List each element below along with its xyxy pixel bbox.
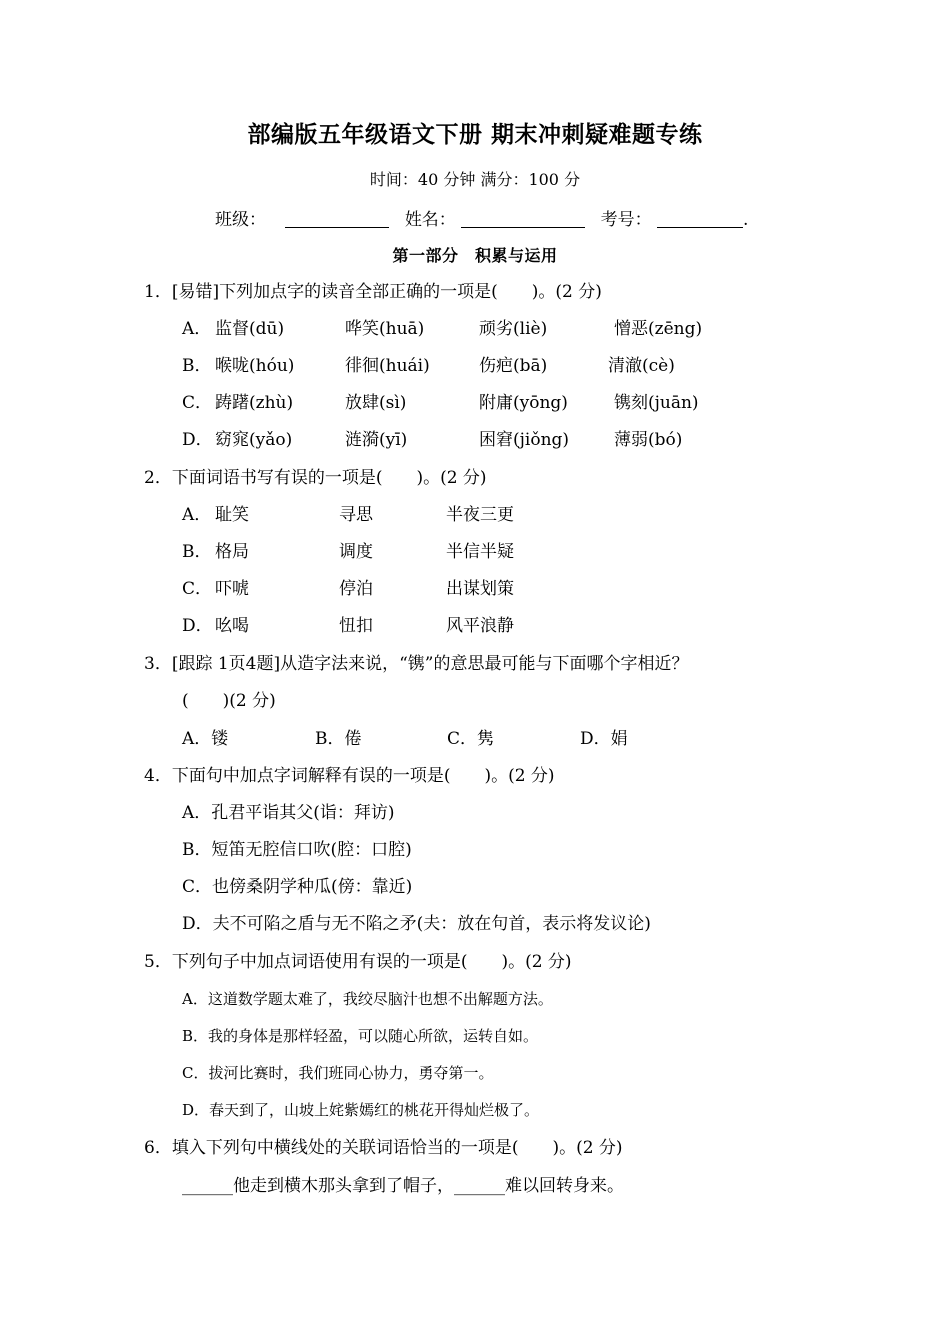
- question-3-option-c[interactable]: [447, 728, 494, 750]
- option-item: 顽劣(liè): [479, 319, 548, 339]
- option-letter: D．: [580, 729, 611, 749]
- option-text: 短笛无腔信口吹(腔：口腔): [211, 840, 412, 860]
- option-letter: D．: [182, 616, 213, 636]
- question-6-sentence: [182, 1175, 624, 1197]
- option-item: 放肆(sì): [345, 393, 407, 413]
- question-5-option-d[interactable]: [182, 1099, 539, 1121]
- question-6-stem: 6．填入下列句中横线处的关联词语恰当的一项是( )。(2 分): [144, 1138, 623, 1158]
- option-letter: D．: [182, 1101, 210, 1119]
- option-letter: D．: [182, 914, 213, 934]
- option-item: 出谋划策: [446, 579, 514, 599]
- option-item: 薄弱(bó): [614, 430, 683, 450]
- option-item: 格局: [215, 542, 249, 562]
- question-3-option-d[interactable]: [580, 728, 628, 750]
- option-item: 伤疤(bā): [479, 356, 548, 376]
- option-item: 徘徊(huái): [345, 356, 430, 376]
- class-label: 班级：: [215, 210, 266, 230]
- option-item: 忸扣: [339, 616, 373, 636]
- name-field[interactable]: [461, 209, 585, 228]
- option-text: 夫不可陷之盾与无不陷之矛(夫：放在句首，表示将发议论): [212, 914, 651, 934]
- question-4-option-d[interactable]: [182, 913, 651, 935]
- option-letter: D．: [182, 430, 213, 450]
- option-letter: A．: [182, 803, 212, 823]
- option-letter: C．: [182, 579, 213, 599]
- class-field[interactable]: [285, 209, 389, 228]
- fill-blank-2[interactable]: ______: [454, 1176, 505, 1196]
- option-item: 停泊: [339, 579, 373, 599]
- question-4-option-c[interactable]: [182, 876, 412, 898]
- option-item: 调度: [339, 542, 373, 562]
- option-item: 半信半疑: [446, 542, 514, 562]
- option-item: 清澈(cè): [608, 356, 675, 376]
- option-text: 我的身体是那样轻盈，可以随心所欲，运转自如。: [208, 1027, 539, 1045]
- name-label: 姓名：: [404, 210, 456, 230]
- option-item: 憎恶(zēng): [614, 319, 703, 339]
- option-letter: C．: [447, 729, 478, 749]
- question-4-option-a[interactable]: [182, 802, 395, 824]
- option-letter: B．: [182, 840, 212, 860]
- option-item: 困窘(jiǒng): [479, 430, 570, 450]
- question-5-option-a[interactable]: [182, 988, 553, 1010]
- id-field[interactable]: [657, 209, 743, 228]
- question-1-stem: 1．[易错]下列加点字的读音全部正确的一项是( )。(2 分): [144, 282, 602, 302]
- student-info-line: [215, 205, 748, 230]
- option-letter: A．: [182, 319, 212, 339]
- option-letter: B．: [182, 1027, 209, 1045]
- end-mark: .: [743, 210, 749, 230]
- option-letter: C．: [182, 1064, 209, 1082]
- option-item: 娟: [610, 729, 628, 749]
- option-item: 喉咙(hóu): [215, 356, 295, 376]
- option-item: 镌刻(juān): [614, 393, 699, 413]
- option-letter: C．: [182, 393, 213, 413]
- option-letter: B．: [315, 729, 345, 749]
- option-letter: C．: [182, 877, 213, 897]
- question-3-stem: 3．[跟踪 1页4题]从造字法来说，“镌”的意思最可能与下面哪个字相近？: [144, 654, 689, 674]
- question-5-stem: 5．下列句子中加点词语使用有误的一项是( )。(2 分): [144, 952, 572, 972]
- option-item: 半夜三更: [446, 505, 514, 525]
- exam-time-score: 时间：40 分钟 满分：100 分: [369, 170, 581, 189]
- option-item: 倦: [344, 729, 362, 749]
- question-4-stem: 4．下面句中加点字词解释有误的一项是( )。(2 分): [144, 766, 555, 786]
- option-item: 隽: [477, 729, 495, 749]
- option-text: 也傍桑阴学种瓜(傍：靠近): [212, 877, 413, 897]
- option-text: 这道数学题太难了，我绞尽脑汁也想不出解题方法。: [207, 990, 553, 1008]
- option-item: 涟漪(yī): [345, 430, 408, 450]
- option-item: 哗笑(huā): [345, 319, 425, 339]
- option-item: 吓唬: [215, 579, 249, 599]
- question-3-option-a[interactable]: [182, 728, 228, 750]
- question-3-option-b[interactable]: [315, 728, 362, 750]
- question-2-stem: 2．下面词语书写有误的一项是( )。(2 分): [144, 468, 487, 488]
- option-letter: A．: [182, 990, 208, 1008]
- question-5-option-c[interactable]: [182, 1062, 494, 1084]
- option-text: 孔君平诣其父(诣：拜访): [211, 803, 395, 823]
- option-item: 监督(dū): [215, 319, 285, 339]
- option-item: 踌躇(zhù): [215, 393, 294, 413]
- option-text: 拔河比赛时，我们班同心协力，勇夺第一。: [208, 1064, 494, 1082]
- option-text: 春天到了，山坡上姹紫嫣红的桃花开得灿烂极了。: [209, 1101, 540, 1119]
- question-3-stem-continued: ( )(2 分): [182, 691, 276, 711]
- sentence-part-1: 他走到横木那头拿到了帽子，: [233, 1176, 454, 1196]
- option-item: 附庸(yōng): [479, 393, 568, 413]
- question-4-option-b[interactable]: [182, 839, 412, 861]
- option-item: 耻笑: [215, 505, 249, 525]
- sentence-part-2: 难以回转身来。: [505, 1176, 624, 1196]
- option-item: 寻思: [339, 505, 373, 525]
- option-item: 镂: [211, 729, 229, 749]
- option-letter: A．: [182, 729, 212, 749]
- option-letter: B．: [182, 356, 212, 376]
- option-letter: B．: [182, 542, 212, 562]
- question-5-option-b[interactable]: [182, 1025, 538, 1047]
- id-label: 考号：: [600, 210, 652, 230]
- option-letter: A．: [182, 505, 212, 525]
- option-item: 窈窕(yǎo): [215, 430, 293, 450]
- option-item: 吆喝: [215, 616, 249, 636]
- section-heading: 第一部分 积累与运用: [392, 246, 558, 265]
- option-item: 风平浪静: [446, 616, 514, 636]
- fill-blank-1[interactable]: ______: [182, 1176, 233, 1196]
- page-title: 部编版五年级语文下册 期末冲刺疑难题专练: [247, 122, 703, 148]
